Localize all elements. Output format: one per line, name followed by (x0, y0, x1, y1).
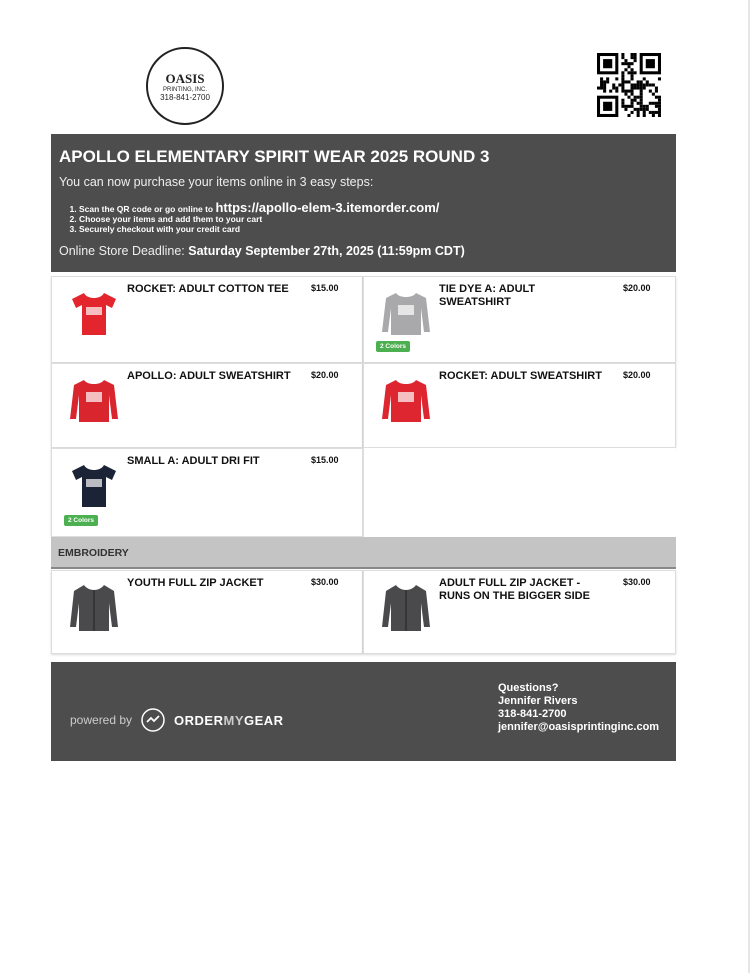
product-card[interactable] (363, 363, 676, 448)
deadline (59, 244, 668, 258)
product-price: $15.00 (311, 455, 339, 465)
product-card[interactable] (51, 570, 363, 654)
product-price: $30.00 (623, 577, 651, 587)
colors-badge[interactable]: 2 Colors (64, 515, 98, 526)
oasis-logo (146, 47, 224, 125)
product-image-sweat[interactable] (66, 372, 122, 428)
step-3: 3. Securely checkout with your credit card (79, 224, 668, 234)
contact-email[interactable]: jennifer@oasisprintinginc.com (498, 721, 660, 733)
intro-text: You can now purchase your items online in 3 easy steps: (59, 175, 374, 189)
logo-brand: OASIS (165, 70, 205, 86)
questions-label: Questions? (498, 682, 559, 694)
logo-sub: PRINTING, INC. (162, 86, 207, 93)
colors-badge[interactable]: 2 Colors (376, 341, 410, 352)
logo-phone: 318-841-2700 (160, 92, 210, 102)
product-name[interactable]: YOUTH FULL ZIP JACKET (127, 577, 264, 589)
product-name[interactable]: ROCKET: ADULT SWEATSHIRT (439, 370, 602, 382)
product-image-sweat[interactable] (378, 372, 434, 428)
step-1-text: Scan the QR code or go online to (79, 204, 216, 214)
product-image-jacket[interactable] (378, 579, 434, 635)
contact-phone: 318-841-2700 (498, 708, 567, 720)
product-image-jacket[interactable] (66, 579, 122, 635)
product-name[interactable]: TIE DYE A: ADULT SWEATSHIRT (439, 283, 536, 308)
step-1 (79, 200, 668, 215)
step-2: 2. Choose your items and add them to your cart (79, 214, 668, 224)
page-title: APOLLO ELEMENTARY SPIRIT WEAR 2025 ROUND 3 (59, 147, 490, 166)
product-card[interactable] (51, 448, 363, 537)
ordermygear-logo-icon (140, 707, 166, 733)
contact-name: Jennifer Rivers (498, 695, 578, 707)
product-name[interactable]: ROCKET: ADULT COTTON TEE (127, 283, 289, 295)
qr-code[interactable] (597, 53, 661, 117)
product-card[interactable] (51, 276, 363, 363)
steps-list (79, 200, 668, 234)
product-image-tee[interactable] (66, 457, 122, 513)
brand-order: ORDER (174, 712, 224, 728)
product-card[interactable] (363, 276, 676, 363)
contact-info (498, 682, 659, 734)
product-price: $20.00 (311, 370, 339, 380)
footer (51, 662, 676, 761)
brand-my: MY (223, 712, 244, 728)
deadline-label: Online Store Deadline: (59, 244, 189, 258)
product-name[interactable]: APOLLO: ADULT SWEATSHIRT (127, 370, 291, 382)
deadline-date: Saturday September 27th, 2025 (11:59pm CDT) (188, 244, 465, 258)
powered-by[interactable] (70, 707, 284, 733)
product-image-tee[interactable] (66, 285, 122, 341)
brand-gear: GEAR (244, 712, 284, 728)
product-card[interactable] (363, 570, 676, 654)
product-price: $30.00 (311, 577, 339, 587)
empty-card (363, 448, 676, 537)
product-name[interactable]: SMALL A: ADULT DRI FIT (127, 455, 260, 467)
store-link[interactable]: https://apollo-elem-3.itemorder.com/ (215, 200, 440, 215)
product-price: $20.00 (623, 370, 651, 380)
section-embroidery: EMBROIDERY (51, 537, 676, 569)
ordermygear-brand (174, 713, 284, 728)
product-price: $15.00 (311, 283, 339, 293)
product-name[interactable]: ADULT FULL ZIP JACKET - RUNS ON THE BIGGER SIDE (439, 577, 590, 602)
product-image-sweat[interactable] (378, 285, 434, 341)
powered-label: powered by (70, 713, 133, 727)
product-price: $20.00 (623, 283, 651, 293)
header-banner (51, 134, 676, 272)
product-card[interactable] (51, 363, 363, 448)
